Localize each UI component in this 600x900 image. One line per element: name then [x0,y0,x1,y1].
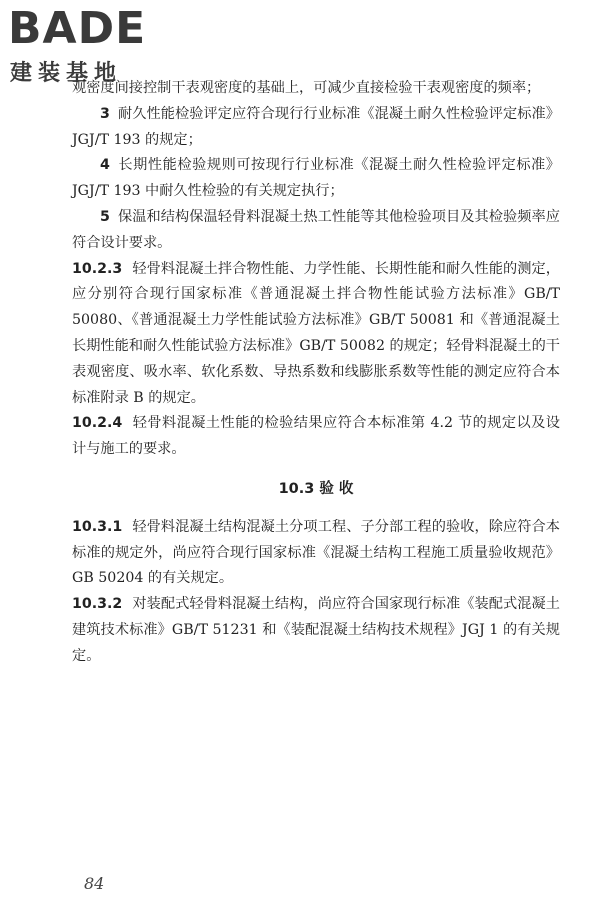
item-text: 保温和结构保温轻骨料混凝土热工性能等其他检验项目及其检验频率应符合设计要求。 [72,208,560,251]
item-number: 5 [100,208,110,225]
clause-text: 轻骨料混凝土性能的检验结果应符合本标准第 4.2 节的规定以及设计与施工的要求。 [72,415,560,458]
clause-10-2-4 [72,411,560,463]
item-text: 耐久性能检验评定应符合现行行业标准《混凝土耐久性检验评定标准》JGJ/T 193 的规定； [72,105,560,148]
clause-text: 对装配式轻骨料混凝土结构，尚应符合国家现行标准《装配式混凝土建筑技术标准》GB/T 51231 和《装配混凝土结构技术规程》JGJ 1 的有关规定。 [72,596,560,664]
clause-10-2-3 [72,257,560,412]
item-number: 4 [100,157,110,174]
clause-10-3-1 [72,515,560,592]
clause-number: 10.2.3 [72,260,123,277]
document-body [72,76,560,670]
paragraph-text: 观密度间接控制干表观密度的基础上，可减少直接检验干表观密度的频率； [72,80,541,96]
clause-text: 轻骨料混凝土结构混凝土分项工程、子分部工程的验收，除应符合本标准的规定外，尚应符合现行国家标准《混凝土结构工程施工质量验收规范》GB 50204 的有关规定。 [72,518,560,587]
clause-number: 10.2.4 [72,415,123,432]
list-item-5 [72,205,560,257]
clause-number: 10.3.1 [72,518,123,535]
section-heading: 10.3 验 收 [278,480,354,497]
logo-brand-text: BADE [8,3,147,54]
item-text: 长期性能检验规则可按现行行业标准《混凝土耐久性检验评定标准》JGJ/T 193 中耐久性检验的有关规定执行； [72,157,560,200]
clause-number: 10.3.2 [72,596,123,613]
logo-subtitle: 建装基地 [10,61,123,86]
item-number: 3 [100,105,110,122]
page-number: 84 [84,874,105,893]
clause-text: 轻骨料混凝土拌合物性能、力学性能、长期性能和耐久性能的测定，应分别符合现行国家标准《普通混凝土拌合物性能试验方法标准》GB/T 50080、《普通混凝土力学性能试验方法标准》GB/T 50081 和《普通混凝土长期性能和耐久性能试验方法标准》GB/T 50082 的规定；轻骨料混凝土的干表观密度、吸水率、软化系数、导热系数和线膨胀系数等性能的测定应符合本标准附录 B 的规定。 [72,260,560,406]
continued-paragraph [72,76,560,102]
list-item-4 [72,153,560,205]
list-item-3 [72,102,560,154]
clause-10-3-2 [72,592,560,669]
